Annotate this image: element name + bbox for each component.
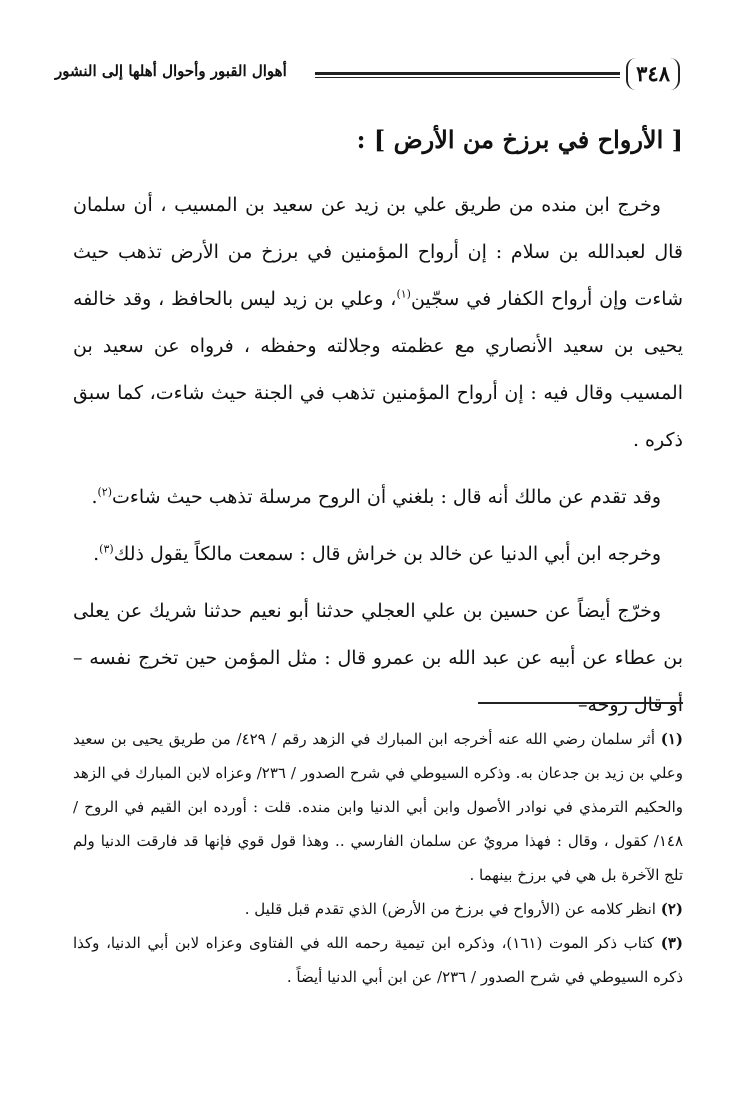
footnote-1 — [73, 722, 683, 892]
footnotes — [73, 722, 683, 994]
paragraph-2 — [73, 474, 683, 521]
paragraph-1 — [73, 182, 683, 464]
paragraph-text-cont: . — [91, 486, 98, 508]
paragraph-text: وخرج ابن منده من طريق علي بن زيد عن سعيد بن المسيب ، أن سلمان قال لعبدالله بن سلام : إن أرواح المؤمنين في برزخ من الأرض تذهب حيث شاءت وإن أرواح الكفار في سجّين — [73, 194, 684, 310]
footnote-number: (١) — [660, 730, 684, 748]
footnote-ref-1[interactable]: (١) — [396, 287, 411, 301]
paragraph-3 — [73, 531, 683, 578]
footnote-ref-3[interactable]: (٣) — [99, 542, 114, 556]
paragraph-text-cont: . — [93, 543, 100, 565]
footnote-number: (٢) — [660, 900, 683, 918]
main-text — [73, 120, 683, 739]
footnote-ref-2[interactable]: (٢) — [97, 485, 113, 499]
paragraph-text-cont: ، وعلي بن زيد ليس بالحافظ ، وقد خالفه يحيى بن سعيد الأنصاري مع عظمته وجلالته وحفظه ، فرواه عن سعيد بن المسيب وقال فيه : إن أرواح المؤمنين تذهب في الجنة حيث شاءت، كما سبق ذكره . — [73, 288, 683, 451]
paragraph-text: وخرجه ابن أبي الدنيا عن خالد بن خراش قال : سمعت مالكاً يقول ذلك — [113, 543, 661, 565]
section-title: [ الأرواح في برزخ من الأرض ] : — [356, 125, 683, 154]
footnote-text: أثر سلمان رضي الله عنه أخرجه ابن المبارك في الزهد رقم / ٤٢٩/ من طريق يحيى بن سعيد وعلي بن زيد بن جدعان به. وذكره السيوطي في شرح الصدور / ٢٣٦/ وعزاه لابن المبارك في الزهد والحكيم الترمذي في نوادر الأصول وابن أبي الدنيا وابن منده. قلت : أورده ابن القيم في الروح / ١٤٨/ كقول ، وقال : فهذا مرويٌ عن سلمان الفارسي .. وهذا قول قوي فإنها قد فارقت الدنيا ولم تلج الآخرة بل هي في برزخ بينهما . — [73, 730, 683, 884]
footnote-separator — [478, 702, 683, 704]
footnote-number: (٣) — [660, 934, 683, 952]
paragraph-text: وخرّج أيضاً عن حسين بن علي العجلي حدثنا أبو نعيم حدثنا شريك عن يعلى بن عطاء عن أبيه عن عبد الله بن عمرو قال : مثل المؤمن حين تخرج نفسه – أو قال روحه– — [73, 600, 683, 716]
header-rule — [315, 72, 620, 78]
footnote-3 — [73, 926, 683, 994]
page-header — [55, 58, 680, 94]
page-number: ٣٤٨ — [626, 58, 680, 90]
footnote-text: كتاب ذكر الموت (١٦١)، وذكره ابن تيمية رحمه الله في الفتاوى وعزاه لابن أبي الدنيا، وكذا ذكره السيوطي في شرح الصدور / ٢٣٦/ عن ابن أبي الدنيا أيضاً . — [73, 934, 683, 986]
paragraph-4 — [73, 588, 683, 729]
footnote-text: انظر كلامه عن (الأرواح في برزخ من الأرض) الذي تقدم قبل قليل . — [244, 900, 656, 918]
paragraph-text: وقد تقدم عن مالك أنه قال : بلغني أن الروح مرسلة تذهب حيث شاءت — [112, 486, 661, 508]
footnote-2 — [73, 892, 683, 926]
book-title: أهوال القبور وأحوال أهلها إلى النشور — [55, 62, 287, 80]
